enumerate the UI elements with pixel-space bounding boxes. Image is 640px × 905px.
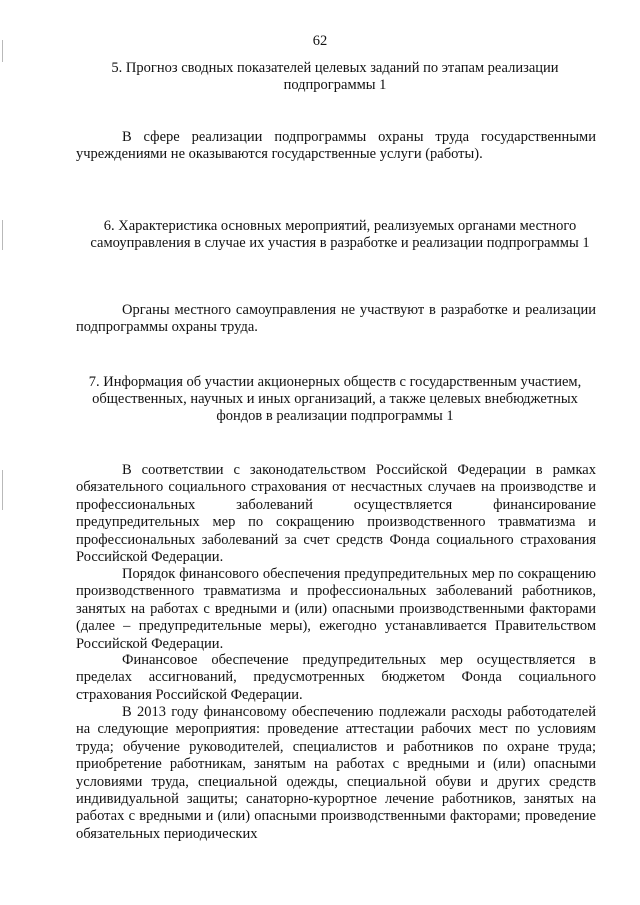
page-number: 62 <box>312 33 328 49</box>
scan-edge-mark <box>2 220 3 250</box>
section-7-paragraph-4: В 2013 году финансовому обеспечению подлежали расходы работодателей на следующие мероприятия: проведение аттестации рабочих мест по условиям труда; обучение руководителей, специалистов и работников по охране труда; приобретение работникам, занятым на работах с вредными и (или) опасными условиями труда, специальной одежды, специальной обуви и других средств индивидуальной защиты; санаторно-курортное лечение работников, занятых на работах с вредными и (или) опасными производственными факторами; проведение обязательных периодических <box>76 704 596 842</box>
section-6-heading: 6. Характеристика основных мероприятий, реализуемых органами местного самоуправления в случае их участия в разработке и реализации подпрограммы 1 <box>90 218 590 251</box>
section-7-heading: 7. Информация об участии акционерных обществ с государственным участием, общественных, научных и иных организаций, а также целевых внебюджетных фондов в реализации подпрограммы 1 <box>88 374 582 424</box>
section-7-paragraph-2: Порядок финансового обеспечения предупредительных мер по сокращению производственного травматизма и профессиональных заболеваний работников, занятых на работах с вредными и (или) опасными производственными факторами (далее – предупредительные меры), ежегодно устанавливается Правительством Российской Федерации. <box>76 566 596 652</box>
scan-edge-mark <box>2 470 3 510</box>
section-7-paragraph-1: В соответствии с законодательством Российской Федерации в рамках обязательного социального страхования от несчастных случаев на производстве и профессиональных заболеваний осуществляется финансирование предупредительных мер по сокращению производственного травматизма и профессиональных заболеваний за счет средств Фонда социального страхования Российской Федерации. <box>76 462 596 566</box>
section-5-paragraph: В сфере реализации подпрограммы охраны труда государственными учреждениями не оказываются государственные услуги (работы). <box>76 129 596 163</box>
section-5-heading: 5. Прогноз сводных показателей целевых заданий по этапам реализации подпрограммы 1 <box>111 60 559 93</box>
section-7-paragraph-3: Финансовое обеспечение предупредительных мер осуществляется в пределах ассигнований, предусмотренных бюджетом Фонда социального страхования Российской Федерации. <box>76 652 596 703</box>
section-6-paragraph: Органы местного самоуправления не участвуют в разработке и реализации подпрограммы охраны труда. <box>76 302 596 336</box>
